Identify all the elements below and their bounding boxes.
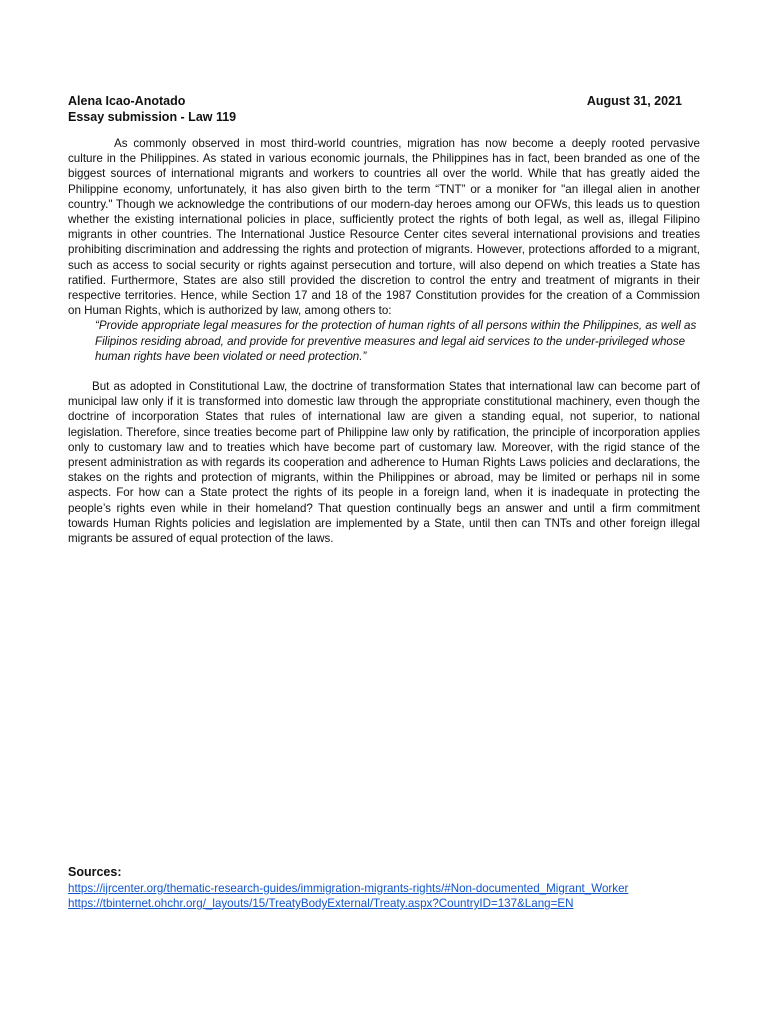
source-link-ohchr[interactable]: https://tbinternet.ohchr.org/_layouts/15/TreatyBodyExternal/Treaty.aspx?CountryID=137&Lang=EN (68, 897, 574, 910)
header-row (68, 93, 688, 109)
sources-heading: Sources: (68, 865, 122, 879)
sources-section (68, 865, 708, 912)
essay-paragraph-1: As commonly observed in most third-world countries, migration has now become a deeply rooted pervasive culture in the Philippines. As stated in various economic journals, the Philippines has in fact, been branded as one of the biggest sources of international migrants and workers to countries all over the world. While that has greatly aided the Philippine economy, unfortunately, it has also given birth to the term “TNT” or a moniker for "an illegal alien in another country." Though we acknowledge the contributions of our modern-day heroes among our OFWs, this leads us to question whether the existing international policies in place, sufficiently protect the rights of both legal, as well as, illegal Filipino migrants in other countries. The International Justice Resource Center cites several international provisions and treaties prohibiting discrimination and addressing the rights and protection of migrants. However, protections afforded to a migrant, such as access to social security or rights against persecution and torture, will also depend on which treaties a State has ratified. Furthermore, States are also still provided the discretion to control the entry and treatment of migrants in their respective territories. Hence, while Section 17 and 18 of the 1987 Constitution provides for the creation of a Commission on Human Rights, which is authorized by law, among others to: (68, 137, 700, 318)
submission-title-row (68, 109, 688, 125)
source-link-ijrc[interactable]: https://ijrcenter.org/thematic-research-guides/immigration-migrants-rights/#Non-documented_Migrant_Worker (68, 881, 629, 895)
submission-title: Essay submission - Law 119 (68, 110, 237, 124)
constitution-quote: “Provide appropriate legal measures for the protection of human rights of all persons within the Philippines, as well as Filipinos residing abroad, and provide for preventive measures and legal aid services to the under-privileged whose human rights have been violated or need protection.” (95, 319, 697, 363)
essay-body (68, 136, 700, 546)
author-name: Alena Icao-Anotado (68, 94, 186, 108)
document-date: August 31, 2021 (586, 94, 682, 108)
essay-paragraph-2: But as adopted in Constitutional Law, the doctrine of transformation States that international law can become part of municipal law only if it is transformed into domestic law through the appropriate constitutional machinery, even though the doctrine of incorporation States that rules of international law are given a standing equal, not superior, to national legislation. Therefore, since treaties become part of Philippine law only by ratification, the principle of incorporation applies only to customary law and to treaties which have become part of customary law. Moreover, with the rigid stance of the present administration as with regards its cooperation and adherence to Human Rights Laws policies and declarations, the stakes on the rights and protection of migrants, within the Philippines or abroad, may be limited or perhaps nil in some aspects. For how can a State protect the rights of its people in a foreign land, when it is inadequate in protecting the people’s rights even while in their homeland? That question continually begs an answer and until a firm commitment towards Human Rights policies and legislation are implemented by a State, until then can TNTs and other foreign illegal migrants be assured of equal protection of the laws. (68, 380, 700, 546)
document-header (68, 93, 688, 125)
